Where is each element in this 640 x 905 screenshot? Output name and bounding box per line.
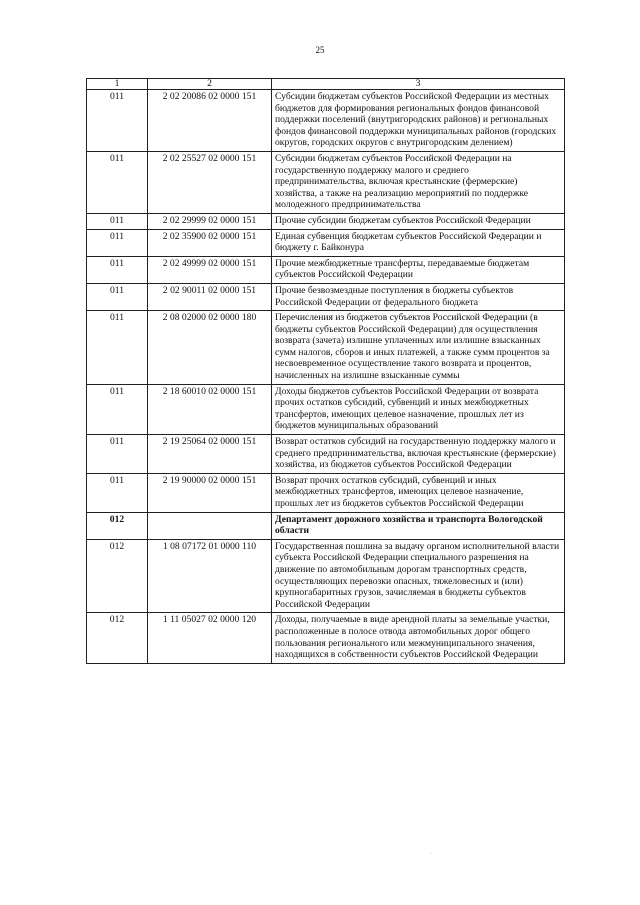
revenue-description-cell: Доходы, получаемые в виде арендной платы за земельные участки, расположенные в полосе отвода автомобильных дорог общего пользования регионального или межмуниципального значения, находящихся в собственности субъектов Российской Федерации: [272, 613, 565, 663]
admin-code-cell: 012: [87, 613, 148, 663]
budget-classification-code-cell: 2 02 35900 02 0000 151: [148, 229, 272, 256]
admin-code-cell: 011: [87, 283, 148, 310]
budget-classification-code-cell: 2 19 90000 02 0000 151: [148, 473, 272, 512]
table-row: [87, 90, 565, 152]
admin-code-cell: 012: [87, 512, 148, 539]
revenue-description-cell: Субсидии бюджетам субъектов Российской Федерации на государственную поддержку малого и среднего предпринимательства, включая крестьянские (фермерские) хозяйства, а также на реализацию мероприятий по поддержке молодежного предпринимательства: [272, 151, 565, 213]
table-row: [87, 384, 565, 434]
budget-classification-code-cell: 2 19 25064 02 0000 151: [148, 435, 272, 474]
revenue-description-cell: Возврат прочих остатков субсидий, субвенций и иных межбюджетных трансфертов, имеющих целевое назначение, прошлых лет из бюджетов субъектов Российской Федерации: [272, 473, 565, 512]
column-header-description: 3: [272, 79, 565, 90]
table-row: [87, 613, 565, 663]
revenue-description-cell: Единая субвенция бюджетам субъектов Российской Федерации и бюджету г. Байконура: [272, 229, 565, 256]
admin-code-cell: 012: [87, 539, 148, 613]
revenue-description-cell: Доходы бюджетов субъектов Российской Федерации от возврата прочих остатков субсидий, субвенций и иных межбюджетных трансфертов, имеющих целевое назначение, прошлых лет из бюджетов муниципальных образований: [272, 384, 565, 434]
budget-classification-code-cell: 1 11 05027 02 0000 120: [148, 613, 272, 663]
budget-classification-code-cell: 2 02 29999 02 0000 151: [148, 213, 272, 229]
revenue-description-cell: Субсидии бюджетам субъектов Российской Федерации из местных бюджетов для формирования региональных фондов финансовой поддержки поселений (внутригородских районов) и региональных фондов финансовой поддержки муниципальных районов (городских округов, городских округов с внутригородским делением): [272, 90, 565, 152]
admin-code-cell: 011: [87, 473, 148, 512]
budget-classification-code-cell: 2 08 02000 02 0000 180: [148, 311, 272, 385]
page-number: 25: [315, 45, 325, 55]
admin-code-cell: 011: [87, 384, 148, 434]
table-row: [87, 473, 565, 512]
table-row: [87, 435, 565, 474]
scan-speck: ·: [430, 851, 432, 857]
revenue-description-cell: Перечисления из бюджетов субъектов Российской Федерации (в бюджеты субъектов Российской Федерации) для осуществления возврата (зачета) излишне уплаченных или излишне взысканных сумм налогов, сборов и иных платежей, а также сумм процентов за несвоевременное осуществление такого возврата и процентов, начисленных на излишне взысканные суммы: [272, 311, 565, 385]
revenue-description-cell: Прочие межбюджетные трансферты, передаваемые бюджетам субъектов Российской Федерации: [272, 256, 565, 283]
table-row: [87, 311, 565, 385]
column-header-admin: 1: [87, 79, 148, 90]
budget-classification-code-cell: 2 02 49999 02 0000 151: [148, 256, 272, 283]
revenue-description-cell: Прочие безвозмездные поступления в бюджеты субъектов Российской Федерации от федерального бюджета: [272, 283, 565, 310]
column-header-kbk: 2: [148, 79, 272, 90]
revenue-codes-table: [86, 78, 565, 664]
section-header-row: [87, 512, 565, 539]
admin-code-cell: 011: [87, 311, 148, 385]
admin-code-cell: 011: [87, 90, 148, 152]
admin-code-cell: 011: [87, 213, 148, 229]
revenue-description-cell: Возврат остатков субсидий на государственную поддержку малого и среднего предпринимательства, включая крестьянские (фермерские) хозяйства, из бюджетов субъектов Российской Федерации: [272, 435, 565, 474]
table-row: [87, 151, 565, 213]
budget-classification-code-cell: 2 02 90011 02 0000 151: [148, 283, 272, 310]
budget-classification-code-cell: 2 02 20086 02 0000 151: [148, 90, 272, 152]
admin-code-cell: 011: [87, 435, 148, 474]
budget-classification-code-cell: 2 02 25527 02 0000 151: [148, 151, 272, 213]
table-row: [87, 213, 565, 229]
table-row: [87, 283, 565, 310]
table-header-row: [87, 79, 565, 90]
budget-classification-code-cell: 2 18 60010 02 0000 151: [148, 384, 272, 434]
admin-code-cell: 011: [87, 229, 148, 256]
table-row: [87, 229, 565, 256]
table-row: [87, 539, 565, 613]
budget-classification-code-cell: [148, 512, 272, 539]
admin-code-cell: 011: [87, 256, 148, 283]
revenue-description-cell: Государственная пошлина за выдачу органом исполнительной власти субъекта Российской Федерации специального разрешения на движение по автомобильным дорогам транспортных средств, осуществляющих перевозки опасных, тяжеловесных и (или) крупногабаритных грузов, зачисляемая в бюджеты субъектов Российской Федерации: [272, 539, 565, 613]
table-row: [87, 256, 565, 283]
budget-classification-code-cell: 1 08 07172 01 0000 110: [148, 539, 272, 613]
revenue-description-cell: Прочие субсидии бюджетам субъектов Российской Федерации: [272, 213, 565, 229]
department-name-cell: Департамент дорожного хозяйства и транспорта Вологодской области: [272, 512, 565, 539]
admin-code-cell: 011: [87, 151, 148, 213]
